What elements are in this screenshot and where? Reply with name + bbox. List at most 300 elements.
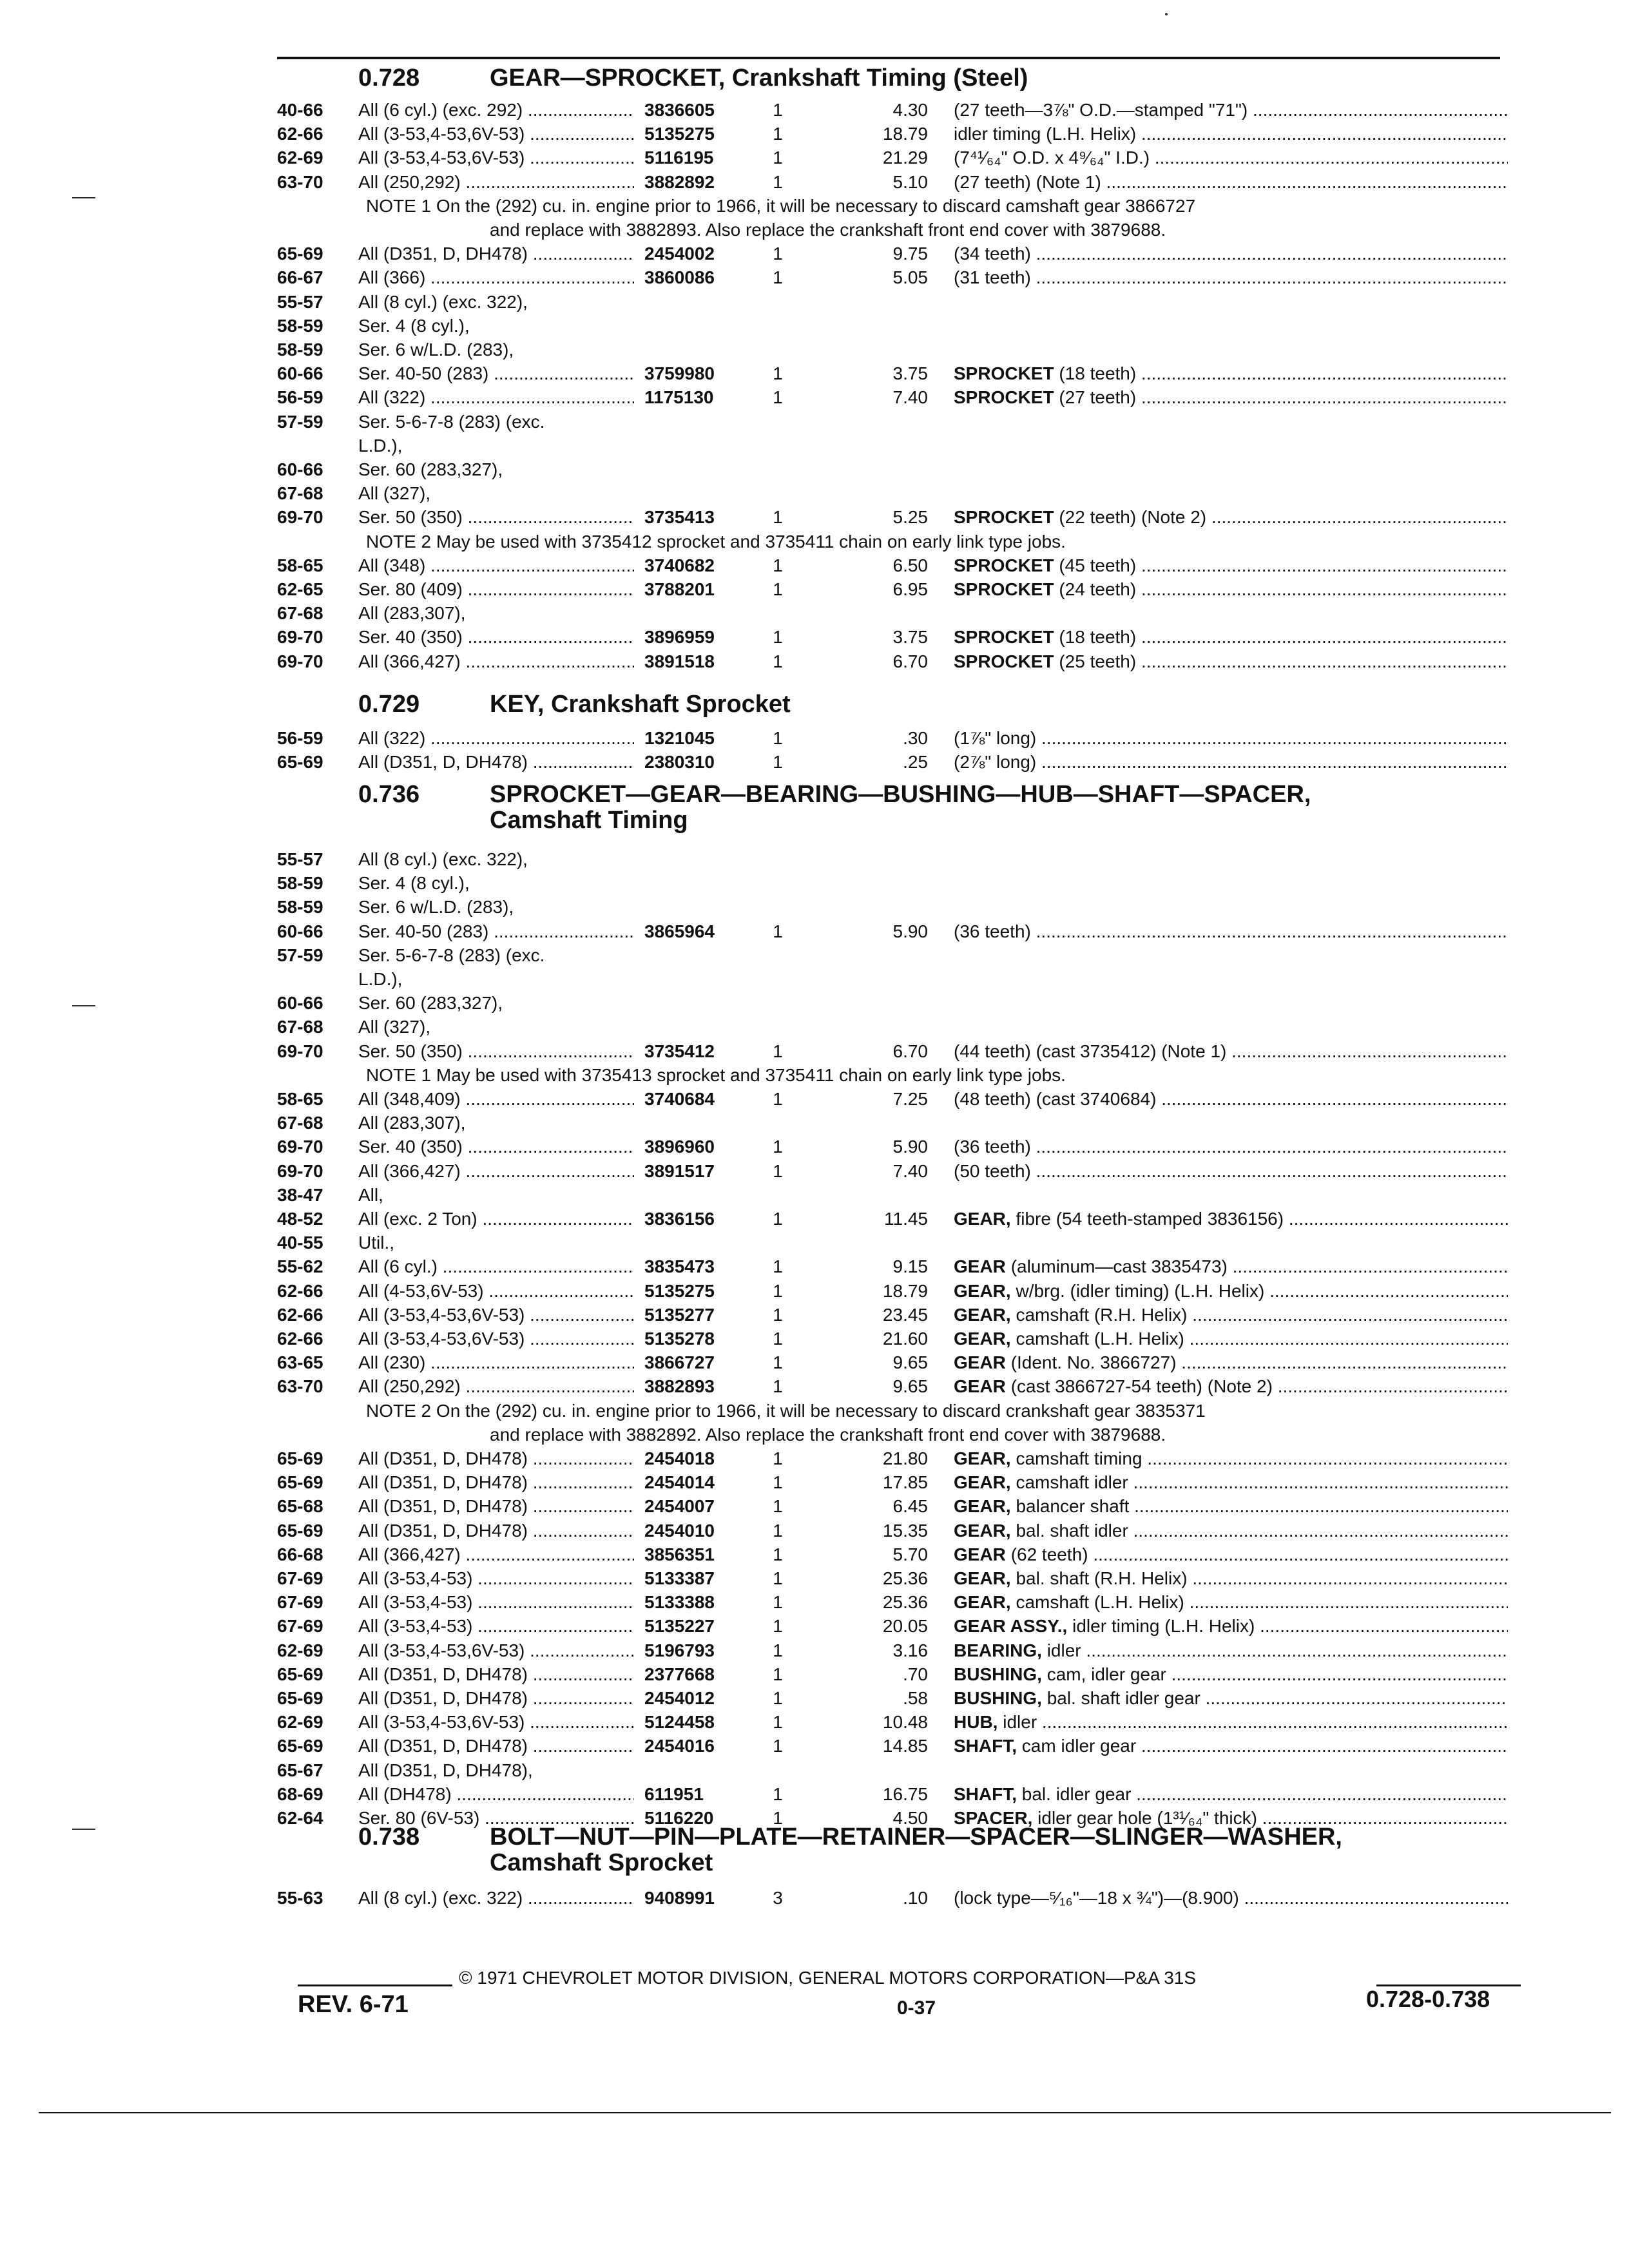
model-application: All (6 cyl.) .....	[358, 1256, 634, 1277]
model-years: 48-52	[277, 1209, 323, 1229]
table-row	[0, 292, 1629, 316]
price: 3.16	[892, 1640, 928, 1660]
quantity: 1	[773, 1256, 783, 1276]
part-type: SPROCKET	[954, 555, 1054, 575]
price: .25	[903, 752, 928, 772]
price: 18.79	[882, 124, 928, 144]
model-application: All (3-53,4-53,6V-53) .....	[358, 1712, 634, 1733]
model-years: 60-66	[277, 459, 323, 479]
part-number: 3835473	[644, 1256, 715, 1276]
model-application: All (D351, D, DH478),	[358, 1760, 533, 1780]
model-years: 65-69	[277, 1736, 323, 1756]
part-number: 5135277	[644, 1305, 715, 1325]
description-text: (45 teeth)	[1059, 555, 1137, 575]
model-years: 40-55	[277, 1233, 323, 1253]
table-row	[0, 1113, 1629, 1137]
model-application: All (250,292) .....	[358, 1376, 634, 1397]
table-row	[0, 1089, 1629, 1113]
model-application: L.D.),	[358, 969, 403, 989]
description-text: camshaft (R.H. Helix)	[1016, 1305, 1188, 1325]
part-type: BUSHING,	[954, 1664, 1042, 1684]
part-number: 5133387	[644, 1568, 715, 1588]
table-row	[0, 1568, 1629, 1592]
model-years: 55-63	[277, 1888, 323, 1908]
part-description	[954, 1688, 1508, 1709]
quantity: 1	[773, 1664, 783, 1684]
model-application: All (D351, D, DH478) .....	[358, 1521, 634, 1541]
part-type: SPACER,	[954, 1808, 1033, 1828]
model-application: L.D.),	[358, 436, 403, 456]
model-application: All (366) .....	[358, 267, 634, 288]
top-dot	[1165, 13, 1168, 15]
part-type: BEARING,	[954, 1640, 1042, 1660]
part-description	[954, 1568, 1508, 1589]
price: .70	[903, 1664, 928, 1684]
part-description	[954, 1640, 1508, 1661]
price: 6.95	[892, 579, 928, 599]
note-text: NOTE 1 On the (292) cu. in. engine prior to 1966, it will be necessary to discard camshaft gear 3866727	[366, 196, 1196, 216]
part-type: HUB,	[954, 1712, 998, 1732]
part-type: GEAR	[954, 1352, 1006, 1372]
description-text: (2⅞" long)	[954, 752, 1037, 772]
table-row	[0, 483, 1629, 507]
model-years: 58-65	[277, 1089, 323, 1109]
quantity: 1	[773, 1472, 783, 1492]
part-number: 2454018	[644, 1448, 715, 1468]
quantity: 1	[773, 1209, 783, 1229]
part-number: 3740682	[644, 555, 715, 575]
note-text: and replace with 3882892. Also replace the crankshaft front end cover with 3879688.	[490, 1425, 1166, 1445]
part-type: GEAR,	[954, 1472, 1011, 1492]
section-title: GEAR—SPROCKET, Crankshaft Timing (Steel)	[490, 64, 1028, 91]
model-application: All (6 cyl.) (exc. 292) .....	[358, 100, 634, 120]
model-years: 62-69	[277, 1712, 323, 1732]
quantity: 1	[773, 1521, 783, 1541]
model-application: Ser. 4 (8 cyl.),	[358, 873, 470, 893]
description-text: camshaft (L.H. Helix)	[1016, 1329, 1184, 1349]
model-years: 65-69	[277, 1521, 323, 1541]
part-type: GEAR,	[954, 1281, 1011, 1301]
part-number: 5133388	[644, 1592, 715, 1612]
price: 7.25	[892, 1089, 928, 1109]
part-number: 9408991	[644, 1888, 715, 1908]
page-number: 0-37	[897, 1997, 936, 2019]
model-years: 65-67	[277, 1760, 323, 1780]
table-row	[0, 1760, 1629, 1784]
part-number: 2454012	[644, 1688, 715, 1708]
table-row	[0, 1472, 1629, 1496]
model-years: 65-69	[277, 1448, 323, 1468]
part-number: 3865964	[644, 921, 715, 941]
note-text: NOTE 2 On the (292) cu. in. engine prior to 1966, it will be necessary to discard crankshaft gear 3835371	[366, 1401, 1206, 1421]
table-row	[0, 1521, 1629, 1544]
table-row	[0, 1640, 1629, 1664]
quantity: 1	[773, 267, 783, 287]
quantity: 1	[773, 100, 783, 120]
quantity: 1	[773, 124, 783, 144]
model-years: 56-59	[277, 387, 323, 407]
model-application: Ser. 5-6-7-8 (283) (exc.	[358, 945, 545, 965]
quantity: 1	[773, 1376, 783, 1396]
description-text: (aluminum—cast 3835473)	[1010, 1256, 1228, 1276]
price: .10	[903, 1888, 928, 1908]
model-years: 65-69	[277, 1688, 323, 1708]
price: 4.30	[892, 100, 928, 120]
part-number: 2377668	[644, 1664, 715, 1684]
table-row	[0, 387, 1629, 411]
description-text: camshaft timing	[1016, 1448, 1142, 1468]
part-number: 5116195	[644, 148, 714, 168]
model-years: 60-66	[277, 921, 323, 941]
bottom-rule	[39, 2112, 1611, 2113]
model-application: Ser. 40 (350) .....	[358, 627, 634, 648]
part-description	[954, 627, 1508, 648]
description-text: (27 teeth) (Note 1)	[954, 172, 1101, 192]
table-row	[0, 1209, 1629, 1233]
part-number: 5196793	[644, 1640, 715, 1660]
table-row	[0, 1256, 1629, 1280]
quantity: 1	[773, 1041, 783, 1061]
model-application: All (3-53,4-53,6V-53) .....	[358, 1305, 634, 1325]
part-description	[954, 728, 1508, 749]
note-text: NOTE 1 May be used with 3735413 sprocket and 3735411 chain on early link type jobs.	[366, 1065, 1066, 1085]
part-description	[954, 1472, 1508, 1493]
description-text: balancer shaft	[1016, 1496, 1130, 1516]
model-application: Ser. 60 (283,327),	[358, 459, 503, 479]
description-text: bal. shaft idler gear	[1046, 1688, 1200, 1708]
model-years: 62-66	[277, 1329, 323, 1349]
part-description	[954, 124, 1508, 144]
model-application: All (8 cyl.) (exc. 322),	[358, 849, 528, 869]
part-description	[954, 651, 1508, 672]
part-type: GEAR,	[954, 1329, 1011, 1349]
part-number: 5124458	[644, 1712, 715, 1732]
table-row	[0, 1712, 1629, 1736]
part-description	[954, 267, 1508, 288]
table-row	[0, 945, 1629, 969]
description-text: cam idler gear	[1021, 1736, 1137, 1756]
part-type: GEAR,	[954, 1496, 1011, 1516]
price: .58	[903, 1688, 928, 1708]
part-description	[954, 1089, 1508, 1110]
quantity: 1	[773, 363, 783, 383]
part-description	[954, 555, 1508, 576]
description-text: camshaft idler	[1016, 1472, 1128, 1492]
model-application: All (348) .....	[358, 555, 634, 576]
description-text: (25 teeth)	[1059, 651, 1137, 671]
model-years: 57-59	[277, 412, 323, 432]
quantity: 1	[773, 1808, 783, 1828]
model-years: 38-47	[277, 1185, 323, 1205]
part-description	[954, 1496, 1508, 1517]
part-description	[954, 1616, 1508, 1637]
quantity: 1	[773, 752, 783, 772]
model-application: Util.,	[358, 1233, 394, 1253]
description-text: (22 teeth) (Note 2)	[1059, 507, 1207, 527]
price: 5.10	[892, 172, 928, 192]
price: 16.75	[882, 1784, 928, 1804]
quantity: 1	[773, 651, 783, 671]
model-application: Ser. 6 w/L.D. (283),	[358, 897, 514, 917]
model-application: All (348,409) .....	[358, 1089, 634, 1110]
table-row	[0, 1233, 1629, 1256]
part-description	[954, 1592, 1508, 1613]
note-text: NOTE 2 May be used with 3735412 sprocket and 3735411 chain on early link type jobs.	[366, 532, 1066, 552]
part-type: GEAR	[954, 1376, 1006, 1396]
price: 3.75	[892, 627, 928, 647]
table-row	[0, 267, 1629, 291]
model-application: All (366,427) .....	[358, 1544, 634, 1565]
model-application: All (D351, D, DH478) .....	[358, 1496, 634, 1517]
quantity: 1	[773, 172, 783, 192]
quantity: 1	[773, 1736, 783, 1756]
table-row	[0, 1137, 1629, 1160]
model-years: 63-70	[277, 172, 323, 192]
part-type: GEAR,	[954, 1521, 1011, 1541]
table-row	[0, 603, 1629, 627]
description-text: (50 teeth)	[954, 1161, 1031, 1181]
part-description	[954, 1352, 1508, 1373]
model-application: All (230) .....	[358, 1352, 634, 1373]
copyright-line: © 1971 CHEVROLET MOTOR DIVISION, GENERAL MOTORS CORPORATION—P&A 31S	[459, 1968, 1197, 1988]
table-row	[0, 897, 1629, 921]
model-years: 68-69	[277, 1784, 323, 1804]
description-text: idler timing (L.H. Helix)	[954, 124, 1137, 144]
model-application: Ser. 80 (409) .....	[358, 579, 634, 600]
quantity: 1	[773, 728, 783, 748]
margin-tick	[72, 197, 95, 198]
price: 4.50	[892, 1808, 928, 1828]
quantity: 1	[773, 1281, 783, 1301]
table-row	[0, 752, 1629, 776]
part-description	[954, 1209, 1508, 1229]
description-text: (34 teeth)	[954, 244, 1031, 264]
quantity: 3	[773, 1888, 783, 1908]
model-application: All (D351, D, DH478) .....	[358, 1664, 634, 1685]
part-type: SHAFT,	[954, 1736, 1017, 1756]
model-application: All (250,292) .....	[358, 172, 634, 193]
part-description	[954, 752, 1508, 773]
section-number: 0.728	[358, 64, 420, 91]
model-years: 55-57	[277, 849, 323, 869]
model-application: Ser. 50 (350) .....	[358, 1041, 634, 1062]
table-row	[0, 412, 1629, 436]
model-application: All (3-53,4-53,6V-53) .....	[358, 1329, 634, 1349]
part-number: 611951	[644, 1784, 704, 1804]
part-number: 3860086	[644, 267, 715, 287]
quantity: 1	[773, 148, 783, 168]
model-application: All (D351, D, DH478) .....	[358, 752, 634, 773]
description-text: cam, idler gear	[1046, 1664, 1166, 1684]
description-text: (lock type—⁵⁄₁₆"—18 x ¾")—(8.900)	[954, 1888, 1239, 1908]
model-application: All (D351, D, DH478) .....	[358, 1688, 634, 1709]
section-subtitle: Camshaft Sprocket	[490, 1849, 713, 1876]
model-years: 66-67	[277, 267, 323, 287]
part-number: 2454016	[644, 1736, 715, 1756]
table-row	[0, 873, 1629, 897]
model-application: All (322) .....	[358, 728, 634, 749]
model-years: 65-69	[277, 1664, 323, 1684]
model-application: All (3-53,4-53) .....	[358, 1568, 634, 1589]
part-description	[954, 507, 1508, 528]
price: 9.75	[892, 244, 928, 264]
table-row	[0, 1448, 1629, 1472]
part-type: GEAR ASSY.,	[954, 1616, 1068, 1636]
part-number: 3836605	[644, 100, 715, 120]
table-row	[0, 316, 1629, 340]
model-application: All (366,427) .....	[358, 1161, 634, 1182]
model-application: All (366,427) .....	[358, 651, 634, 672]
model-years: 57-59	[277, 945, 323, 965]
part-number: 2454014	[644, 1472, 715, 1492]
price: 14.85	[882, 1736, 928, 1756]
model-years: 67-68	[277, 1017, 323, 1037]
description-text: (18 teeth)	[1059, 627, 1137, 647]
part-type: BUSHING,	[954, 1688, 1042, 1708]
part-number: 1175130	[644, 387, 714, 407]
table-row	[0, 1017, 1629, 1041]
model-years: 62-66	[277, 124, 323, 144]
price: .30	[903, 728, 928, 748]
description-text: (36 teeth)	[954, 1137, 1031, 1157]
section-title: SPROCKET—GEAR—BEARING—BUSHING—HUB—SHAFT—SPACER,	[490, 781, 1311, 808]
part-number: 2454007	[644, 1496, 715, 1516]
part-number: 5135278	[644, 1329, 715, 1349]
table-row	[0, 148, 1629, 171]
model-application: All (3-53,4-53,6V-53) .....	[358, 124, 634, 144]
table-row	[0, 1784, 1629, 1808]
part-number: 5135275	[644, 124, 715, 144]
price: 9.65	[892, 1352, 928, 1372]
part-description	[954, 1305, 1508, 1325]
quantity: 1	[773, 1784, 783, 1804]
part-number: 3882892	[644, 172, 715, 192]
table-row	[0, 1329, 1629, 1352]
price: 6.50	[892, 555, 928, 575]
table-row	[0, 100, 1629, 124]
model-years: 62-64	[277, 1808, 323, 1828]
model-application: All (327),	[358, 1017, 431, 1037]
part-type: SPROCKET	[954, 363, 1054, 383]
description-text: (27 teeth—3⅞" O.D.—stamped "71")	[954, 100, 1248, 120]
model-application: Ser. 60 (283,327),	[358, 993, 503, 1013]
part-description	[954, 921, 1508, 942]
part-description	[954, 1784, 1508, 1805]
table-row	[0, 124, 1629, 148]
price: 5.70	[892, 1544, 928, 1564]
description-text: (24 teeth)	[1059, 579, 1137, 599]
quantity: 1	[773, 579, 783, 599]
table-row	[0, 1544, 1629, 1568]
model-years: 55-62	[277, 1256, 323, 1276]
description-text: idler timing (L.H. Helix)	[1072, 1616, 1255, 1636]
footer-rule-left	[298, 1984, 452, 1986]
description-text: (44 teeth) (cast 3735412) (Note 1)	[954, 1041, 1227, 1061]
price: 10.48	[882, 1712, 928, 1732]
model-application: All (D351, D, DH478) .....	[358, 244, 634, 264]
model-years: 65-69	[277, 244, 323, 264]
part-type: GEAR,	[954, 1568, 1011, 1588]
table-row	[0, 1161, 1629, 1185]
quantity: 1	[773, 921, 783, 941]
table-row	[0, 1496, 1629, 1520]
model-application: All (DH478) .....	[358, 1784, 634, 1805]
table-row	[0, 459, 1629, 483]
part-number: 2454002	[644, 244, 715, 264]
model-years: 67-68	[277, 1113, 323, 1133]
description-text: (36 teeth)	[954, 921, 1031, 941]
part-number: 1321045	[644, 728, 715, 748]
quantity: 1	[773, 1329, 783, 1349]
table-row	[0, 921, 1629, 945]
model-years: 62-65	[277, 579, 323, 599]
price: 25.36	[882, 1568, 928, 1588]
table-row	[0, 507, 1629, 531]
part-description	[954, 1256, 1508, 1277]
part-type: GEAR,	[954, 1448, 1011, 1468]
description-text: bal. shaft idler	[1016, 1521, 1128, 1541]
note-text: and replace with 3882893. Also replace the crankshaft front end cover with 3879688.	[490, 220, 1166, 240]
model-application: Ser. 40 (350) .....	[358, 1137, 634, 1157]
part-description	[954, 1888, 1508, 1908]
description-text: w/brg. (idler timing) (L.H. Helix)	[1016, 1281, 1265, 1301]
table-row	[0, 1041, 1629, 1065]
table-row	[0, 627, 1629, 651]
quantity: 1	[773, 1640, 783, 1660]
part-number: 3735413	[644, 507, 715, 527]
part-type: GEAR,	[954, 1209, 1011, 1229]
model-application: All (322) .....	[358, 387, 634, 408]
part-description	[954, 172, 1508, 193]
section-range: 0.728-0.738	[1366, 1986, 1490, 2012]
price: 5.90	[892, 1137, 928, 1157]
description-text: (1⅞" long)	[954, 728, 1037, 748]
description-text: (18 teeth)	[1059, 363, 1137, 383]
part-description	[954, 1161, 1508, 1182]
model-years: 63-70	[277, 1376, 323, 1396]
model-application: All (3-53,4-53,6V-53) .....	[358, 1640, 634, 1661]
price: 21.29	[882, 148, 928, 168]
table-row	[0, 1888, 1629, 1912]
model-years: 58-59	[277, 316, 323, 336]
table-row	[0, 340, 1629, 363]
model-years: 60-66	[277, 993, 323, 1013]
description-text: (31 teeth)	[954, 267, 1031, 287]
part-description	[954, 1137, 1508, 1157]
price: 17.85	[882, 1472, 928, 1492]
model-years: 62-69	[277, 1640, 323, 1660]
part-description	[954, 1281, 1508, 1302]
part-type: SPROCKET	[954, 387, 1054, 407]
price: 5.25	[892, 507, 928, 527]
description-text: idler	[1003, 1712, 1037, 1732]
description-text: idler	[1046, 1640, 1081, 1660]
quantity: 1	[773, 1089, 783, 1109]
model-years: 58-65	[277, 555, 323, 575]
quantity: 1	[773, 1592, 783, 1612]
model-application: All (D351, D, DH478) .....	[358, 1736, 634, 1756]
part-description	[954, 148, 1508, 168]
quantity: 1	[773, 1496, 783, 1516]
part-number: 5135227	[644, 1616, 715, 1636]
part-number: 3891517	[644, 1161, 715, 1181]
price: 9.65	[892, 1376, 928, 1396]
model-application: All,	[358, 1185, 383, 1205]
description-text: fibre (54 teeth-stamped 3836156)	[1016, 1209, 1284, 1229]
model-application: All (327),	[358, 483, 431, 503]
table-row	[0, 363, 1629, 387]
part-description	[954, 1376, 1508, 1397]
